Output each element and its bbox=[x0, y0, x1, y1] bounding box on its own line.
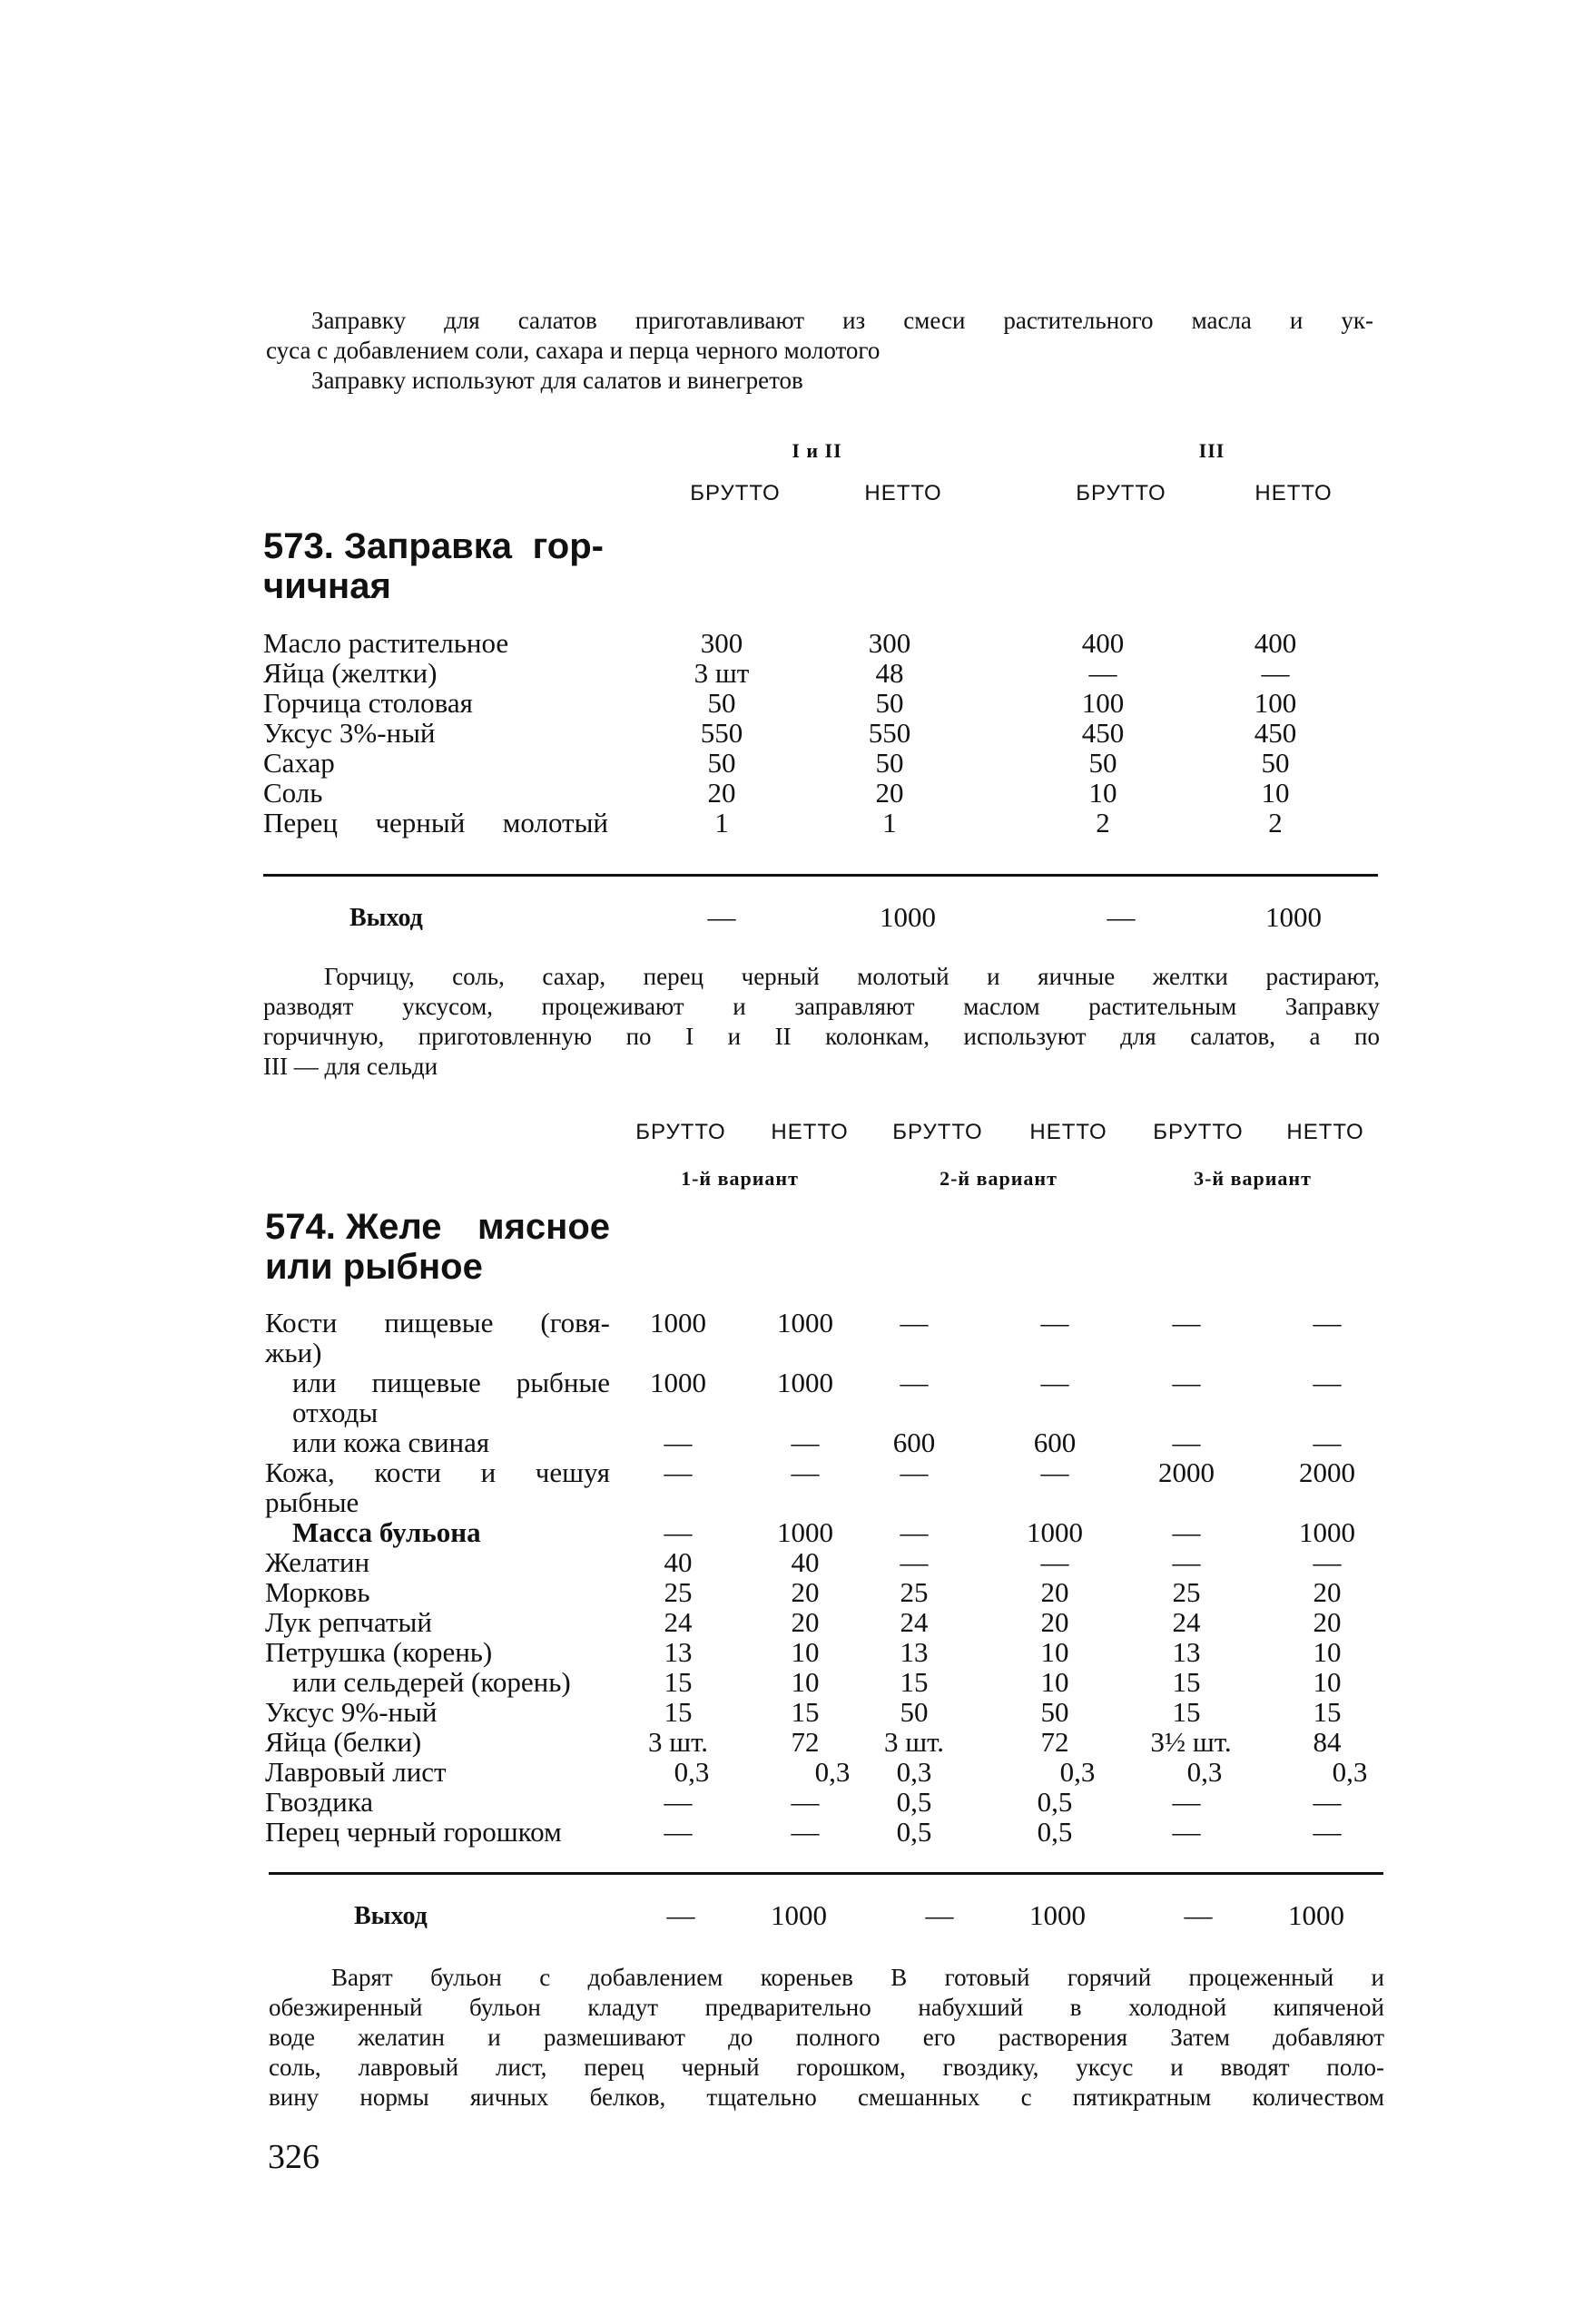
col-netto-2: НЕТТО bbox=[1029, 1120, 1107, 1144]
group-header-3: III bbox=[1198, 439, 1225, 462]
table-row: Яйца (желтки) 3 шт 48 — — bbox=[263, 657, 1290, 689]
table-row: Лавровый лист 0,3 0,3 0,3 0,3 0,3 0,3 bbox=[265, 1756, 1368, 1788]
divider-rule bbox=[269, 1872, 1383, 1875]
recipe-574-table bbox=[265, 1307, 1389, 1848]
intro-line-2: суса с добавлением соли, сахара и перца черного молотого bbox=[266, 337, 881, 364]
method-574-line-2: обезжиренный бульон кладут предварительно набухший в холодной кипяченой bbox=[269, 1994, 1384, 2021]
output-value: — bbox=[707, 901, 736, 933]
table-row: Масло растительное 300 300 400 400 bbox=[263, 627, 1297, 659]
method-573-line-2: разводят уксусом, процеживают и заправляют маслом растительным Заправку bbox=[263, 993, 1380, 1020]
table-row: Сахар 50 50 50 50 bbox=[263, 747, 1290, 779]
table-row: Уксус 3%-ный 550 550 450 450 bbox=[263, 717, 1297, 749]
col-brutto-3: БРУТТО bbox=[1153, 1120, 1244, 1144]
output-label-574: Выход bbox=[354, 1902, 428, 1930]
table-row: Соль 20 20 10 10 bbox=[263, 777, 1290, 809]
output-value: 1000 bbox=[880, 901, 936, 933]
method-573-line-4: III — для сельди bbox=[263, 1053, 438, 1080]
intro-line-1: Заправку для салатов приготавливают из смеси растительного масла и ук- bbox=[311, 307, 1373, 334]
method-574-line-4: соль, лавровый лист, перец черный горошком, гвоздику, уксус и вводят поло- bbox=[269, 2054, 1384, 2081]
table-row: Петрушка (корень) 13 10 13 10 13 10 bbox=[265, 1636, 1342, 1668]
table-row: Перец черный горошком — — 0,5 0,5 — — bbox=[265, 1816, 1342, 1848]
table-row: Горчица столовая 50 50 100 100 bbox=[263, 687, 1297, 719]
page-number: 326 bbox=[268, 2138, 320, 2176]
output-value: 1000 bbox=[1029, 1899, 1086, 1931]
variant-2-label: 2-й вариант bbox=[940, 1167, 1058, 1190]
table-row: Масса бульона — 1000 — 1000 — 1000 bbox=[292, 1516, 1355, 1548]
recipe-573-title: 573. Заправка гор- чичная bbox=[263, 526, 604, 606]
recipe-573-table bbox=[263, 628, 1380, 846]
output-value: — bbox=[1184, 1899, 1213, 1931]
method-573-line-1: Горчицу, соль, сахар, перец черный молотый и яичные желтки растирают, bbox=[324, 963, 1380, 990]
table-row: или сельдерей (корень) 15 10 15 10 15 10 bbox=[292, 1666, 1342, 1698]
table-row: Гвоздика — — 0,5 0,5 — — bbox=[265, 1786, 1342, 1818]
method-574-line-1: Варят бульон с добавлением кореньев В готовый горячий процеженный и bbox=[331, 1964, 1384, 1991]
variant-1-label: 1-й вариант bbox=[681, 1167, 799, 1190]
output-value: — bbox=[925, 1899, 954, 1931]
table-row: Морковь 25 20 25 20 25 20 bbox=[265, 1576, 1342, 1608]
table-row: или кожа свиная — — 600 600 — — bbox=[292, 1427, 1342, 1458]
col-netto-1: НЕТТО bbox=[864, 481, 942, 505]
recipe-574-title: 574. Желе мясное или рыбное bbox=[265, 1207, 610, 1287]
output-value: 1000 bbox=[771, 1899, 827, 1931]
output-label-573: Выход bbox=[349, 904, 423, 932]
method-574-line-3: воде желатин и размешивают до полного его растворения Затем добавляют bbox=[269, 2024, 1384, 2051]
table-row: Уксус 9%-ный 15 15 50 50 15 15 bbox=[265, 1696, 1342, 1728]
output-value: — bbox=[1107, 901, 1136, 933]
col-brutto-2: БРУТТО bbox=[892, 1120, 983, 1144]
group-header-1-2: I и II bbox=[792, 439, 842, 462]
output-value: 1000 bbox=[1265, 901, 1322, 933]
output-value: — bbox=[666, 1899, 695, 1931]
col-brutto-1: БРУТТО bbox=[690, 481, 781, 505]
method-573-line-3: горчичную, приготовленную по I и II колонкам, используют для салатов, а по bbox=[263, 1023, 1380, 1050]
divider-rule bbox=[263, 874, 1378, 877]
col-brutto-2: БРУТТО bbox=[1076, 481, 1166, 505]
table-row: Желатин 40 40 — — — — bbox=[265, 1546, 1342, 1578]
col-brutto-1: БРУТТО bbox=[635, 1120, 726, 1144]
variant-3-label: 3-й вариант bbox=[1194, 1167, 1312, 1190]
method-574-line-5: вину нормы яичных белков, тщательно смешанных с пятикратным количеством bbox=[269, 2084, 1384, 2111]
col-netto-1: НЕТТО bbox=[771, 1120, 849, 1144]
table-row: Яйца (белки) 3 шт. 72 3 шт. 72 3½ шт. 84 bbox=[265, 1726, 1342, 1758]
table-row: Лук репчатый 24 20 24 20 24 20 bbox=[265, 1606, 1342, 1638]
table-row: Кости пищевые (говя- жьи) 1000 1000 — — — — bbox=[265, 1307, 1342, 1368]
output-value: 1000 bbox=[1288, 1899, 1344, 1931]
col-netto-3: НЕТТО bbox=[1286, 1120, 1364, 1144]
table-row: или пищевые рыбные отходы 1000 1000 — — — — bbox=[292, 1367, 1342, 1428]
table-row: Кожа, кости и чешуя рыбные — — — — 2000 2000 bbox=[265, 1456, 1355, 1518]
intro-line-3: Заправку используют для салатов и винегретов bbox=[311, 367, 803, 394]
table-row: Перец черный молотый 1 1 2 2 bbox=[263, 807, 1283, 838]
col-netto-2: НЕТТО bbox=[1254, 481, 1333, 505]
